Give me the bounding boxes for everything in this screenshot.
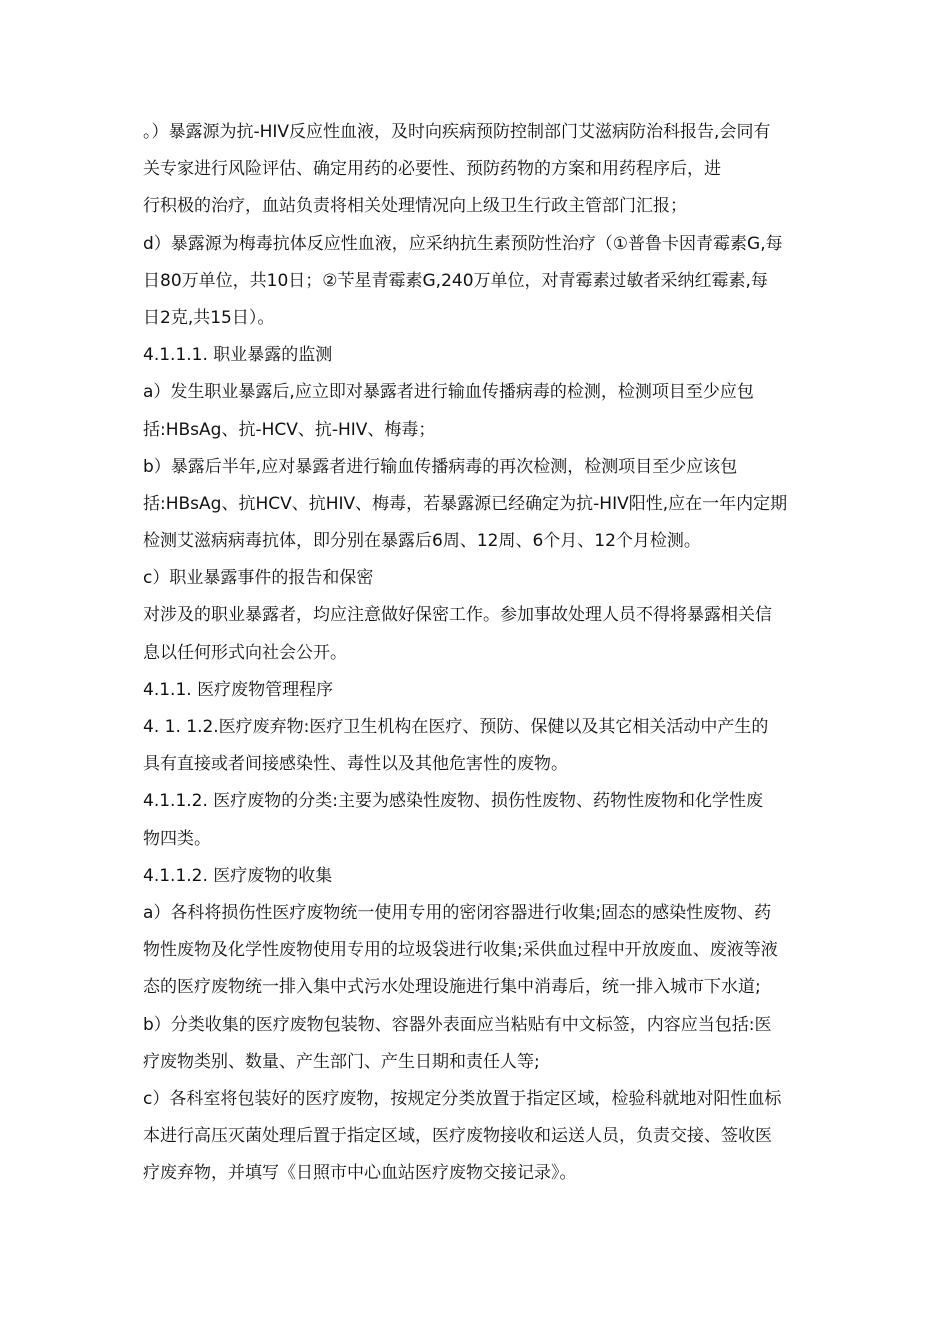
text-line: 本进行高压灭菌处理后置于指定区域，医疗废物接收和运送人员，负责交接、签收医	[143, 1126, 772, 1147]
text-line: c）职业暴露事件的报告和保密	[143, 568, 374, 589]
text-line: a）各科将损伤性医疗废物统一使用专用的密闭容器进行收集;固态的感染性废物、药	[143, 902, 772, 923]
text-line: b）分类收集的医疗废物包装物、容器外表面应当粘贴有中文标签，内容应当包括:医	[143, 1014, 772, 1035]
text-line: 日80万单位，共10日；②苄星青霉素G,240万单位，对青霉素过敏者采纳红霉素,每	[143, 270, 768, 291]
text-line: 行积极的治疗，血站负责将相关处理情况向上级卫生行政主管部门汇报；	[143, 196, 687, 217]
text-line: c）各科室将包装好的医疗废物，按规定分类放置于指定区域，检验科就地对阳性血标	[143, 1088, 782, 1109]
text-line: d）暴露源为梅毒抗体反应性血液，应采纳抗生素预防性治疗（①普鲁卡因青霉素G,每	[143, 233, 783, 254]
document-body	[143, 114, 833, 1192]
text-line: 括:HBsAg、抗-HCV、抗-HIV、梅毒；	[143, 419, 436, 440]
text-line: 息以任何形式向社会公开。	[143, 642, 347, 663]
text-line: 物性废物及化学性废物使用专用的垃圾袋进行收集;采供血过程中开放废血、废液等液	[143, 940, 778, 961]
text-line: 疗废弃物，并填写《日照市中心血站医疗废物交接记录》。	[143, 1163, 577, 1184]
text-line: a）发生职业暴露后,应立即对暴露者进行输血传播病毒的检测，检测项目至少应包	[143, 382, 754, 403]
text-line: 关专家进行风险评估、确定用药的必要性、预防药物的方案和用药程序后，进	[143, 159, 721, 180]
text-line: 检测艾滋病病毒抗体，即分别在暴露后6周、12周、6个月、12个月检测。	[143, 531, 701, 552]
text-line: 具有直接或者间接感染性、毒性以及其他危害性的废物。	[143, 754, 568, 775]
text-line: 日2克,共15日）。	[143, 307, 275, 328]
text-line: 物四类。	[143, 828, 211, 849]
section-heading: 4.1.1.1. 职业暴露的监测	[143, 345, 333, 366]
text-line: 括:HBsAg、抗HCV、抗HIV、梅毒，若暴露源已经确定为抗-HIV阳性,应在一年内定期	[143, 493, 788, 514]
text-line: 。）暴露源为抗-HIV反应性血液，及时向疾病预防控制部门艾滋病防治科报告,会同有	[143, 122, 771, 142]
text-line: 疗废物类别、数量、产生部门、产生日期和责任人等;	[143, 1051, 540, 1072]
text-line: b）暴露后半年,应对暴露者进行输血传播病毒的再次检测，检测项目至少应该包	[143, 456, 738, 477]
section-heading: 4.1.1.2. 医疗废物的收集	[143, 865, 333, 886]
section-heading: 4.1.1.2. 医疗废物的分类:主要为感染性废物、损伤性废物、药物性废物和化学性废	[143, 791, 764, 812]
text-line: 对涉及的职业暴露者，均应注意做好保密工作。参加事故处理人员不得将暴露相关信	[143, 605, 772, 626]
text-line: 态的医疗废物统一排入集中式污水处理设施进行集中消毒后，统一排入城市下水道;	[143, 977, 761, 998]
section-heading: 4.1.1. 医疗废物管理程序	[143, 679, 334, 700]
text-line: 4. 1. 1.2.医疗废弃物:医疗卫生机构在医疗、预防、保健以及其它相关活动中产生的	[143, 717, 769, 737]
